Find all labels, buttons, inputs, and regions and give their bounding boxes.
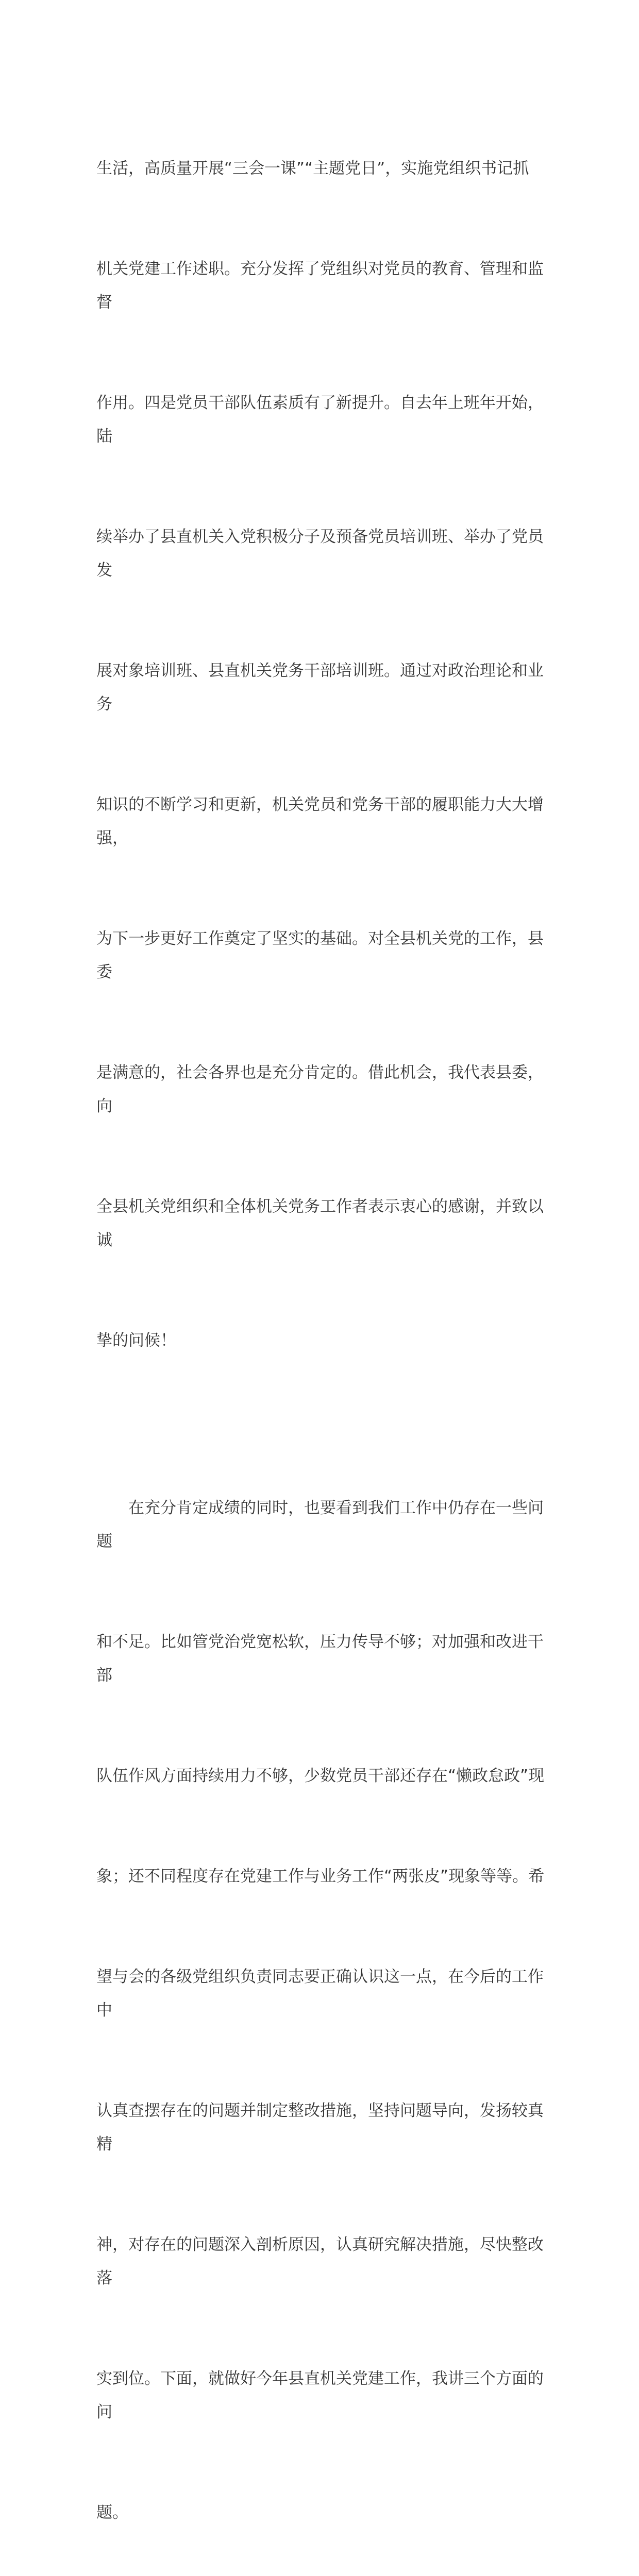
paragraph-1-line: 知识的不断学习和更新，机关党员和党务干部的履职能力大大增强， <box>96 795 544 848</box>
paragraph-1-line: 机关党建工作述职。充分发挥了党组织对党员的教育、管理和监督 <box>96 260 544 312</box>
paragraph-2-line: 神，对存在的问题深入剖析原因，认真研究解决措施，尽快整改落 <box>96 2235 544 2287</box>
paragraph-2-line: 实到位。下面，就做好今年县直机关党建工作，我讲三个方面的问 <box>96 2369 544 2421</box>
paragraph-2-line: 在充分肯定成绩的同时，也要看到我们工作中仍存在一些问题 <box>96 1499 544 1551</box>
paragraph-2-line: 望与会的各级党组织负责同志要正确认识这一点，在今后的工作中 <box>96 1968 544 2020</box>
paragraph-1-line: 生活，高质量开展“三会一课”“主题党日”，实施党组织书记抓 <box>96 159 529 178</box>
paragraph-2-line: 和不足。比如管党治党宽松软，压力传导不够；对加强和改进干部 <box>96 1633 544 1685</box>
paragraph-2-line: 题。 <box>96 2503 128 2522</box>
document-body <box>96 85 550 2576</box>
paragraph-1-line: 展对象培训班、县直机关党务干部培训班。通过对政治理论和业务 <box>96 662 544 714</box>
paragraph-1-line: 续举办了县直机关入党积极分子及预备党员培训班、举办了党员发 <box>96 528 544 580</box>
paragraph-1-line: 作用。四是党员干部队伍素质有了新提升。自去年上班年开始，陆 <box>96 394 544 446</box>
paragraph-2-line: 队伍作风方面持续用力不够，少数党员干部还存在“懒政怠政”现 <box>96 1767 545 1785</box>
paragraph-2 <box>96 1425 550 2576</box>
paragraph-1-line: 是满意的，社会各界也是充分肯定的。借此机会，我代表县委，向 <box>96 1063 544 1115</box>
paragraph-1-line: 挚的问候！ <box>96 1331 176 1350</box>
paragraph-2-line: 认真查摆存在的问题并制定整改措施，坚持问题导向，发扬较真精 <box>96 2102 544 2154</box>
paragraph-1-line: 全县机关党组织和全体机关党务工作者表示衷心的感谢，并致以诚 <box>96 1197 544 1249</box>
paragraph-1-line: 为下一步更好工作奠定了坚实的基础。对全县机关党的工作，县委 <box>96 929 544 981</box>
paragraph-1 <box>96 85 550 1425</box>
paragraph-2-line: 象；还不同程度存在党建工作与业务工作“两张皮”现象等等。希 <box>96 1867 545 1886</box>
